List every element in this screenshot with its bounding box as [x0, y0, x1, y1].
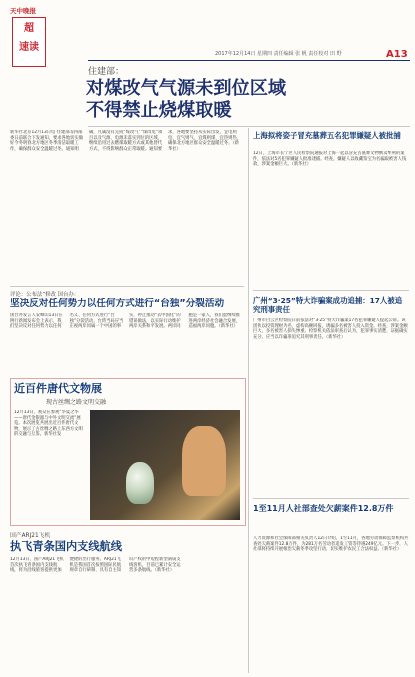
right-divider-1: [253, 290, 409, 291]
right-news-1-body: 12日，上海市长宁区人民检察院通报对上海一起以冒充古墓葬文物倒卖牟利的案件，依法对5名犯罪嫌疑人批准逮捕。经查，嫌疑人以收藏鉴宝为名骗取被害人钱款，涉案金额巨大。（新华社）: [253, 151, 407, 168]
aircraft-title: 执飞青条国内支线航线: [10, 540, 122, 553]
dateline: 2017年12月14日 星期四 责任编辑 张 帆 责任校对 田 野: [215, 51, 342, 57]
section-badge-top: 超: [24, 23, 34, 34]
section-badge-bottom: 速读: [19, 42, 39, 53]
mid-top-rule: [10, 286, 244, 287]
right-news-2-title: 广州“3·25”特大诈骗案成功追捕：17人被追究刑事责任: [253, 296, 403, 314]
masthead-rule: [88, 60, 410, 61]
right-news-2-body: 广州市白云区检察院日前依法对“3·25”特大诈骗案17名犯罪嫌疑人提起公诉。该团伙以投资理财为名，虚构高额回报，诱骗多名被害人投入资金。经查，涉案金额巨大，多名被害人损失惨重。检察机关依法审查后认为，犯罪事实清楚，证据确实充分，应当以诈骗罪追究其刑事责任。（新华社）: [253, 318, 408, 340]
lead-title-line1: 对煤改气气源未到位区域: [86, 78, 287, 99]
museum-subtitle: 现古丝绸之路文明交融: [46, 399, 107, 406]
aircraft-kicker: 国产ARJ21飞机: [10, 533, 51, 539]
museum-photo: [90, 410, 240, 520]
mid-title: 坚决反对任何势力以任何方式进行“台独”分裂活动: [10, 298, 225, 309]
lead-kicker: 住建部：: [88, 67, 125, 77]
newspaper-logo: 天中晚报: [10, 7, 36, 15]
section-badge: [12, 17, 46, 67]
lead-divider: [88, 126, 410, 127]
right-news-3-title: 1至11月人社部查处欠薪案件12.8万件: [253, 504, 394, 513]
aircraft-body: 12月13日，国产ARJ21飞机首次执飞青条国内支线航线，将为沿线旅客提供更加便捷的出行服务。ARJ21飞机是我国首次按照国际民航规章自行研制、具有自主知识产权的中短程新型涡扇支线客机，目前已累计安全运营多条航线。（新华社）: [10, 557, 181, 574]
mid-body: 国台办发言人安峰山13日在例行新闻发布会上表示，我们坚决反对任何势力以任何名义、任何方式进行“台独”分裂活动。台湾当局应当正视两岸同属一个中国的事实，停止推动“去中国化”的错误做法，以实际行动维护两岸关系和平发展。两岸同胞是一家人，我们愿继续推进两岸经济社会融合发展，造福两岸同胞。（新华社）: [10, 313, 241, 330]
lead-title-line2: 不得禁止烧煤取暖: [86, 100, 232, 121]
museum-title: 近百件唐代文物展: [14, 382, 102, 395]
right-column-rule: [248, 128, 249, 673]
right-divider-2: [253, 498, 409, 499]
vase-artifact: [126, 462, 154, 504]
museum-caption: 12月13日，观众在参观“华夏之华——唐代金银器与中外文明交流”展览。本次展览共展出近百件唐代文物，展示了古丝绸之路上东西方文明的交融与互鉴。新华社发: [14, 410, 83, 438]
mid-kicker: 评论：公布法”修改 国台办：: [10, 292, 80, 298]
right-news-1-title: 上海拟将姿子冒充墓葬五名犯罪嫌疑人被批捕: [253, 131, 401, 140]
page-number: A13: [386, 49, 408, 60]
right-news-3-body: 人力资源和社会保障部相关负责人12日介绍，1至11月，各地劳动保障监察机构共查处欠薪案件12.8万件，为281万名劳动者追发工资等待遇249亿元。下一步，人社部将持续开展根治欠薪冬季攻坚行动，切实维护农民工合法权益。（新华社）: [253, 536, 409, 553]
visitor-figure: [182, 426, 226, 496]
lead-body: 新华社北京12月13日电 住建部等四部委日前联合下发通知，要求各地切实做好今冬明春北方地区冬季清洁取暖工作，确保群众安全温暖过冬。通知明确，凡属没有完成“煤改气”“煤改电”项目以及气源、电源未落实到位的区域，继续沿用过去燃煤取暖方式或其他替代方式，不得影响群众正常取暖。通知要求，各地要坚持从实际出发，宜电则电、宜气则气、宜煤则煤、宜热则热，确保北方地区群众安全温暖过冬。（新华社）: [10, 130, 242, 152]
